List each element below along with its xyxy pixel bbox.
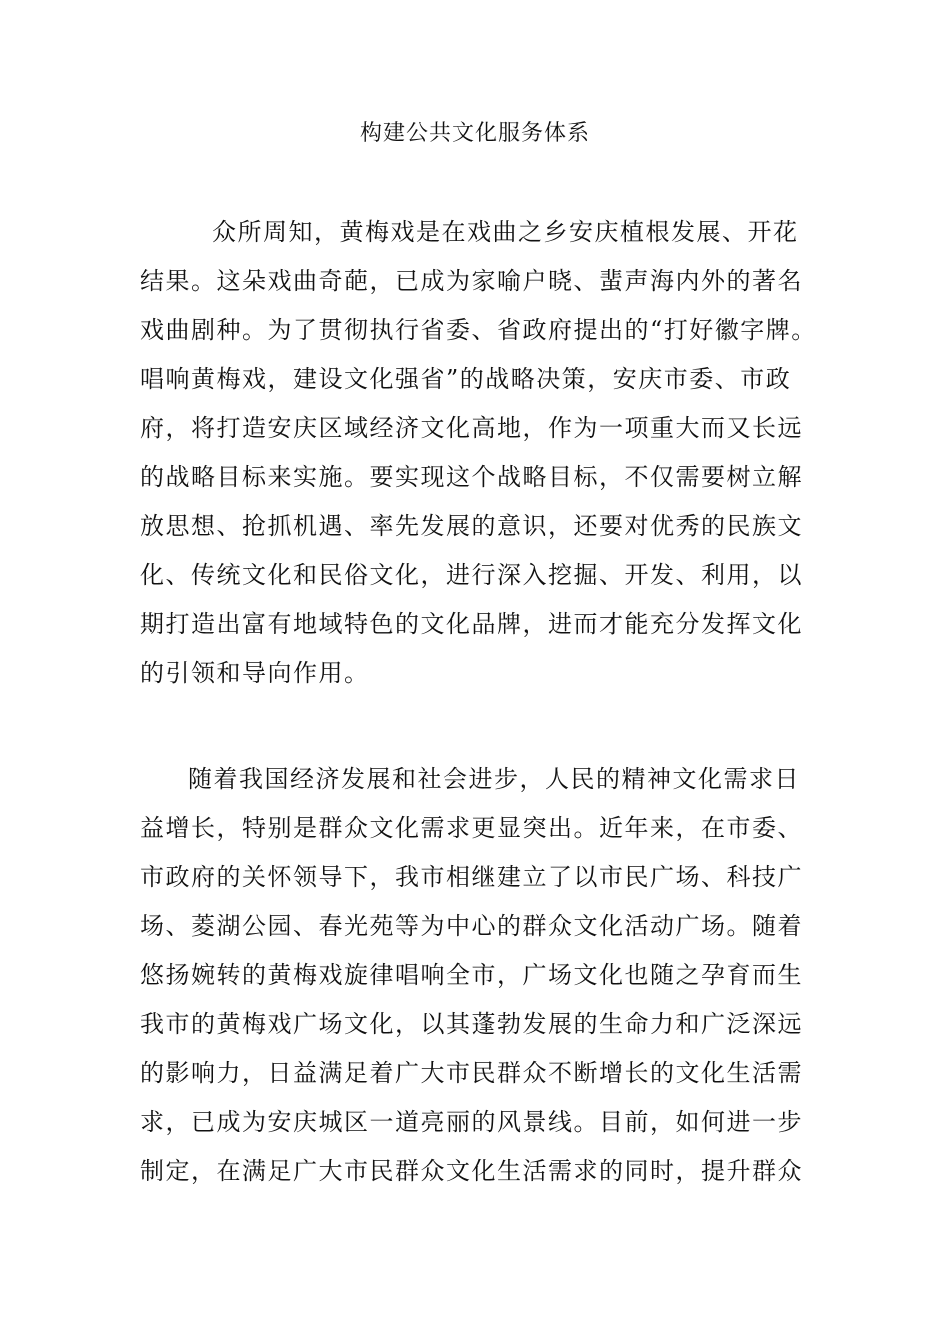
paragraph-1-line: 戏曲剧种。为了贯彻执行省委、省政府提出的“打好徽字牌。 (140, 316, 817, 344)
paragraph-1-line: 众所周知，黄梅戏是在戏曲之乡安庆植根发展、开花 (212, 218, 799, 246)
paragraph-1-line: 的引领和导向作用。 (140, 659, 370, 687)
document-title: 构建公共文化服务体系 (359, 121, 590, 146)
paragraph-2-line: 的影响力，日益满足着广大市民群众不断增长的文化生活需 (140, 1059, 803, 1087)
paragraph-2-line: 我市的黄梅戏广场文化，以其蓬勃发展的生命力和广泛深远 (140, 1010, 803, 1038)
paragraph-2-line: 随着我国经济发展和社会进步，人民的精神文化需求日 (188, 765, 800, 793)
paragraph-1-line: 期打造出富有地域特色的文化品牌，进而才能充分发挥文化 (140, 610, 803, 638)
paragraph-1-line: 化、传统文化和民俗文化，进行深入挖掘、开发、利用，以 (140, 561, 803, 589)
paragraph-2-line: 市政府的关怀领导下，我市相继建立了以市民广场、科技广 (140, 863, 803, 891)
paragraph-1-line: 的战略目标来实施。要实现这个战略目标，不仅需要树立解 (140, 463, 803, 491)
paragraph-2-line: 求，已成为安庆城区一道亮丽的风景线。目前，如何进一步 (140, 1108, 803, 1136)
paragraph-1-line: 结果。这朵戏曲奇葩，已成为家喻户晓、蜚声海内外的著名 (140, 267, 803, 295)
paragraph-1-line: 府，将打造安庆区域经济文化高地，作为一项重大而又长远 (140, 414, 803, 442)
paragraph-2-line: 益增长，特别是群众文化需求更显突出。近年来，在市委、 (140, 814, 803, 842)
paragraph-2-line: 悠扬婉转的黄梅戏旋律唱响全市，广场文化也随之孕育而生 (140, 961, 803, 989)
paragraph-2-line: 制定，在满足广大市民群众文化生活需求的同时，提升群众 (140, 1157, 803, 1185)
paragraph-2 (140, 755, 830, 1196)
paragraph-1-line: 放思想、抢抓机遇、率先发展的意识，还要对优秀的民族文 (140, 512, 803, 540)
paragraph-1-line: 唱响黄梅戏，建设文化强省”的战略决策，安庆市委、市政 (140, 365, 792, 393)
paragraph-2-line: 场、菱湖公园、春光苑等为中心的群众文化活动广场。随着 (140, 912, 803, 940)
paragraph-1 (140, 208, 830, 698)
